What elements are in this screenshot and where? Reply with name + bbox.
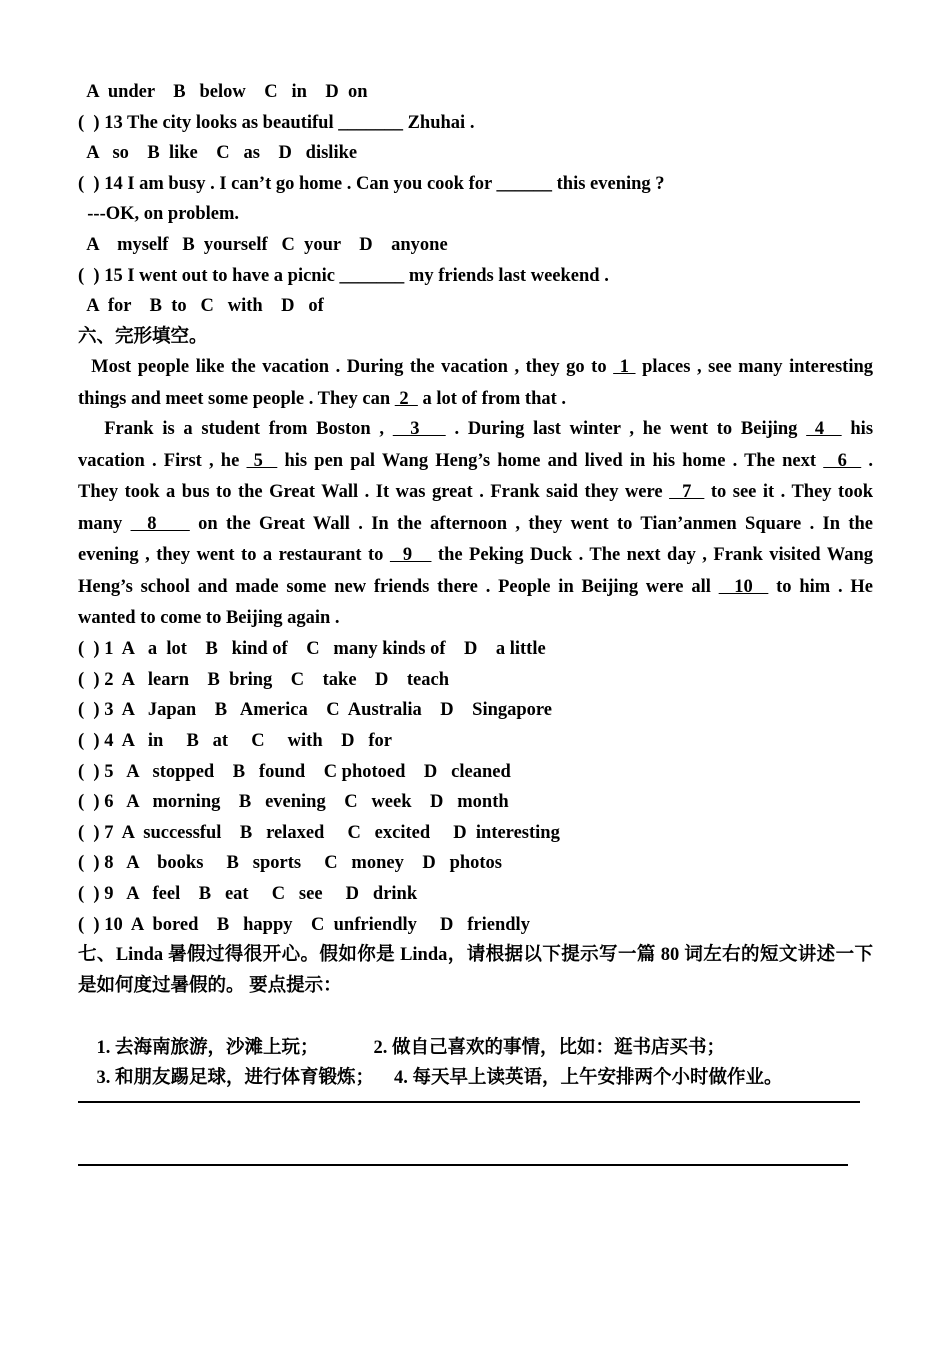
passage-text: Most people like the vacation . During the vacation , they go to xyxy=(91,357,614,377)
passage-text: to see it . They took xyxy=(704,482,874,502)
cloze-question-8: ( ) 8 A books B sports C money D photos xyxy=(78,853,503,873)
passage-text: his xyxy=(841,419,874,439)
cloze-blank-2: 2 xyxy=(394,389,418,409)
passage-text: . xyxy=(861,451,874,471)
passage-text: vacation . First , he xyxy=(78,451,247,471)
passage-text: evening , they went to a restaurant to xyxy=(78,545,390,565)
passage-text: places , see many interesting xyxy=(635,357,873,377)
cloze-question-6: ( ) 6 A morning B evening C week D month xyxy=(78,792,509,812)
passage-line xyxy=(78,352,873,383)
q13-options: A so B like C as D dislike xyxy=(78,143,358,163)
passage-line xyxy=(78,446,873,477)
cloze-blank-1: 1 xyxy=(613,357,636,377)
section7-prompt-line2: 是如何度过暑假的。 要点提示： xyxy=(78,976,342,996)
passage-line: wanted to come to Beijing again . xyxy=(78,608,340,628)
q14-options: A myself B yourself C your D anyone xyxy=(78,235,448,255)
passage-line xyxy=(78,477,873,508)
section7-prompt-line1: 七、Linda 暑假过得很开心。假如你是 Linda，请根据以下提示写一篇 80 词左右的短文讲述一下 xyxy=(78,945,873,965)
passage-text: They took a bus to the Great Wall . It was great . Frank said they were xyxy=(78,482,670,502)
cloze-question-2: ( ) 2 A learn B bring C take D teach xyxy=(78,670,450,690)
passage-line xyxy=(78,414,873,445)
cloze-blank-8: 8 xyxy=(130,514,190,534)
cloze-question-10: ( ) 10 A bored B happy C unfriendly D friendly xyxy=(78,915,530,935)
q14-reply: ---OK, on problem. xyxy=(78,204,240,224)
passage-line xyxy=(78,540,873,571)
passage-text: many xyxy=(78,514,131,534)
writing-line xyxy=(78,1101,860,1103)
section7-point-2: 2. 做自己喜欢的事情，比如：逛书店买书； xyxy=(373,1038,726,1058)
passage-text: things and meet some people . They can xyxy=(78,389,395,409)
q13-question: ( ) 13 The city looks as beautiful _______ Zhuhai . xyxy=(78,113,475,133)
cloze-question-3: ( ) 3 A Japan B America C Australia D Singapore xyxy=(78,700,552,720)
passage-line xyxy=(78,384,873,415)
passage-text: his pen pal Wang Heng’s home and lived in his home . The next xyxy=(277,451,824,471)
cloze-blank-10: 10 xyxy=(718,577,769,597)
q12-options: A under B below C in D on xyxy=(78,82,368,102)
section6-heading: 六、完形填空。 xyxy=(78,327,208,347)
section7-point-3: 3. 和朋友踢足球，进行体育锻炼； xyxy=(96,1068,375,1088)
section7-point-4: 4. 每天早上读英语，上午安排两个小时做作业。 xyxy=(394,1068,783,1088)
passage-text: Heng’s school and made some new friends there . People in Beijing were all xyxy=(78,577,719,597)
passage-text: . During last winter , he went to Beijing xyxy=(445,419,807,439)
cloze-blank-4: 4 xyxy=(806,419,842,439)
cloze-question-4: ( ) 4 A in B at C with D for xyxy=(78,731,392,751)
section7-point-1: 1. 去海南旅游，沙滩上玩； xyxy=(96,1038,319,1058)
cloze-question-5: ( ) 5 A stopped B found C photoed D cleaned xyxy=(78,762,511,782)
cloze-question-9: ( ) 9 A feel B eat C see D drink xyxy=(78,884,418,904)
cloze-blank-3: 3 xyxy=(392,419,446,439)
section7-points-row1 xyxy=(78,1002,873,1058)
writing-line xyxy=(78,1164,848,1166)
cloze-blank-5: 5 xyxy=(246,451,278,471)
q14-question: ( ) 14 I am busy . I can’t go home . Can you cook for ______ this evening ? xyxy=(78,174,665,194)
passage-line xyxy=(78,572,873,603)
cloze-blank-9: 9 xyxy=(389,545,432,565)
section7-points-row2 xyxy=(78,1032,873,1088)
passage-text: Frank is a student from Boston , xyxy=(104,419,393,439)
passage-text: on the Great Wall . In the afternoon , they went to Tian’anmen Square . In the xyxy=(189,514,874,534)
cloze-blank-7: 7 xyxy=(669,482,705,502)
cloze-question-7: ( ) 7 A successful B relaxed C excited D interesting xyxy=(78,823,560,843)
passage-text: to him . He xyxy=(768,577,874,597)
passage-line xyxy=(78,509,873,540)
q15-question: ( ) 15 I went out to have a picnic _______ my friends last weekend . xyxy=(78,266,609,286)
q15-options: A for B to C with D of xyxy=(78,296,324,316)
passage-text: a lot of from that . xyxy=(417,389,567,409)
cloze-blank-6: 6 xyxy=(823,451,862,471)
passage-text: the Peking Duck . The next day , Frank visited Wang xyxy=(431,545,873,565)
cloze-question-1: ( ) 1 A a lot B kind of C many kinds of D a little xyxy=(78,639,546,659)
